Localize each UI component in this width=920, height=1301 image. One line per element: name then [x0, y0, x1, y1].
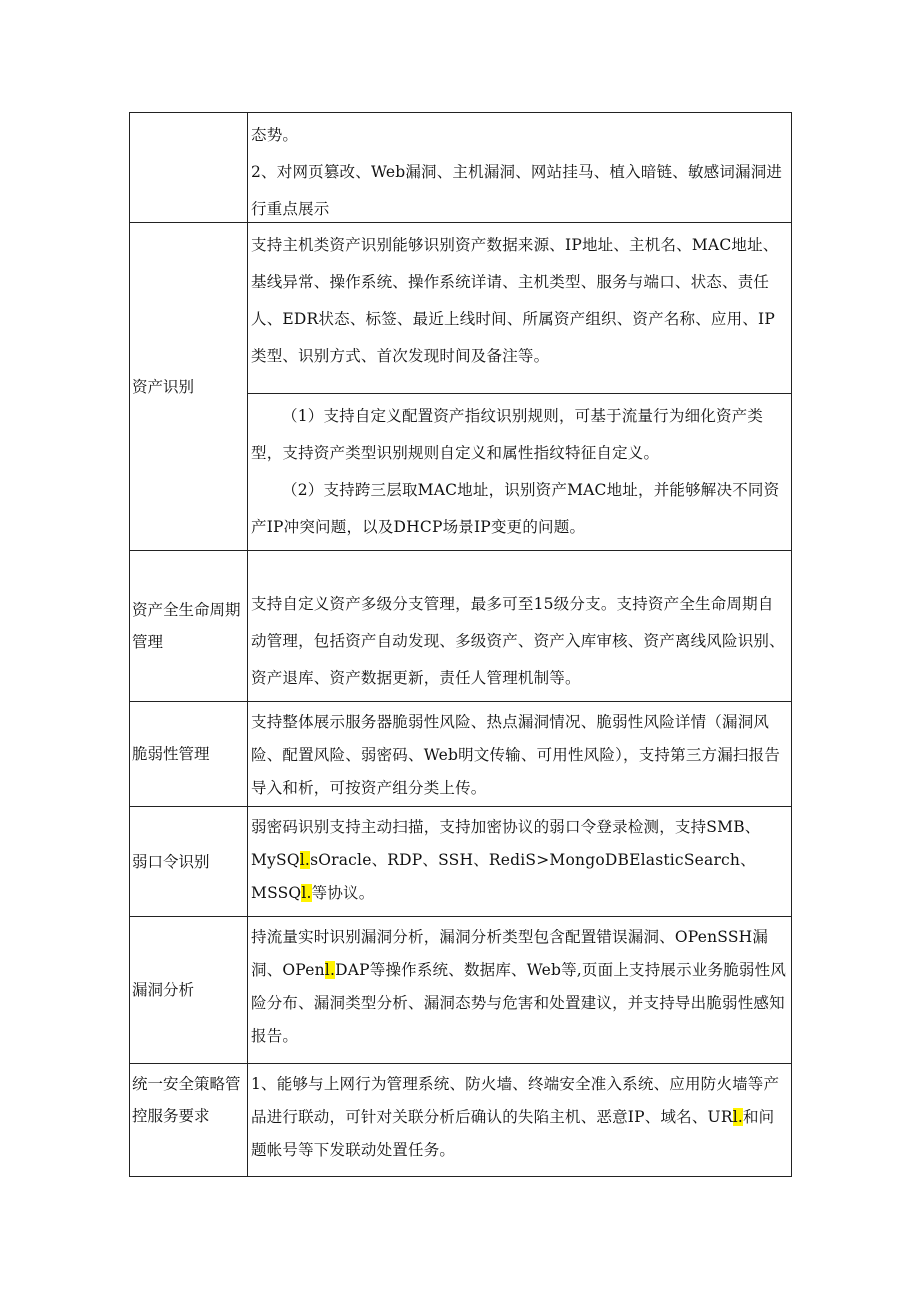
row-content	[248, 702, 792, 806]
row-content	[248, 223, 792, 550]
paragraph: 支持自定义资产多级分支管理，最多可至15级分支。支持资产全生命周期自动管理，包括资产自动发现、多级资产、资产入库审核、资产离线风险识别、资产退库、资产数据更新，责任人管理机制等。	[251, 595, 785, 687]
table-row	[130, 917, 792, 1064]
table-row	[130, 807, 792, 917]
highlighted-text: l.	[732, 1108, 743, 1126]
row-content	[248, 1064, 792, 1176]
row-label: 资产识别	[130, 223, 248, 550]
text-run: DAP等操作系统、数据库、Web等,页面上支持展示业务脆弱性风险分布、漏洞类型分析、漏洞态势与危害和处置建议，并支持导出脆弱性感知报告。	[251, 961, 787, 1045]
table-row	[130, 702, 792, 807]
paragraph: 支持整体展示服务器脆弱性风险、热点漏洞情况、脆弱性风险详情（漏洞风险、配置风险、弱密码、Web明文传输、可用性风险），支持第三方漏扫报告导入和析，可按资产组分类上传。	[251, 713, 781, 797]
paragraph: 2、对网页篡改、Web漏洞、主机漏洞、网站挂马、植入暗链、敏感词漏洞进行重点展示	[251, 163, 783, 218]
highlighted-text: l.	[301, 884, 312, 902]
table-row	[130, 223, 792, 551]
row-content	[248, 113, 792, 222]
paragraph	[251, 811, 789, 910]
highlighted-text: l.	[324, 961, 336, 979]
row-label: 漏洞分析	[130, 917, 248, 1063]
text-run: 弱密码识别支持主动扫描，支持加密协议的弱口令登录检测，支持SMB、MySQ	[251, 818, 761, 869]
paragraph	[251, 1068, 789, 1167]
highlighted-text: l.	[299, 851, 311, 869]
paragraph: （2）支持跨三层取MAC地址，识别资产MAC地址，并能够解决不同资产IP冲突问题，以及DHCP场景IP变更的问题。	[251, 481, 780, 536]
content-block	[248, 917, 791, 1057]
row-label: 脆弱性管理	[130, 702, 248, 806]
paragraph: 态势。	[251, 126, 299, 144]
content-block	[248, 113, 791, 232]
row-content	[248, 807, 792, 916]
row-label	[130, 113, 248, 222]
row-label: 弱口令识别	[130, 807, 248, 916]
row-label: 统一安全策略管控服务要求	[130, 1064, 248, 1176]
content-block	[248, 807, 791, 914]
text-run: 1、能够与上网行为管理系统、防火墙、终端安全准入系统、应用防火墙等产品进行联动，可针对关联分析后确认的失陷主机、恶意IP、域名、UR	[251, 1075, 780, 1126]
row-label: 资产全生命周期管理	[130, 551, 248, 701]
text-run: 持流量实时识别漏洞分析，漏洞分析类型包含配置错误漏洞、OPenSSH漏洞、OPen	[251, 928, 769, 979]
table-row	[130, 113, 792, 223]
paragraph	[251, 921, 789, 1053]
table-row	[130, 551, 792, 702]
content-block	[248, 702, 791, 809]
row-content	[248, 551, 792, 701]
paragraph: （1）支持自定义配置资产指纹识别规则，可基于流量行为细化资产类型，支持资产类型识别规则自定义和属性指纹特征自定义。	[251, 407, 764, 462]
text-run: sOracle、RDP、SSH、RediS>MongoDBElasticSearch、MSSQ	[251, 851, 756, 902]
table-row	[130, 1064, 792, 1177]
content-block	[248, 582, 791, 701]
row-content	[248, 917, 792, 1063]
content-block	[248, 1064, 791, 1171]
text-run: 和问题帐号等下发联动处置任务。	[251, 1108, 775, 1159]
requirements-table	[129, 112, 792, 1177]
content-block	[248, 393, 791, 550]
text-run: 等协议。	[311, 884, 375, 902]
paragraph: 支持主机类资产识别能够识别资产数据来源、IP地址、主机名、MAC地址、基线异常、操作系统、操作系统详请、主机类型、服务与端口、状态、责任人、EDR状态、标签、最近上线时间、所属资产组织、资产名称、应用、IP类型、识别方式、首次发现时间及备注等。	[251, 236, 779, 365]
content-block	[248, 223, 791, 393]
